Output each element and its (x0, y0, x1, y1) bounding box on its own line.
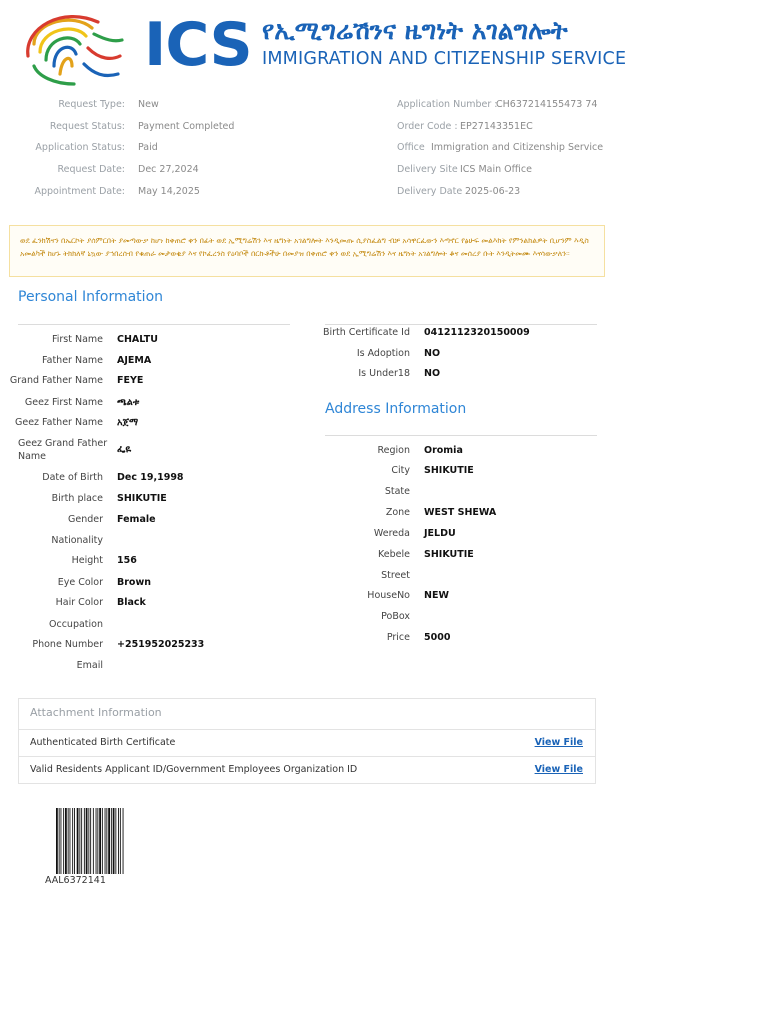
field-label: City (391, 465, 410, 476)
field-value: NO (424, 348, 441, 359)
field-label: Is Under18 (358, 368, 410, 379)
barcode-bar (106, 808, 107, 874)
barcode-bar (61, 808, 62, 874)
order-code-label: Order Code : (397, 121, 458, 132)
barcode-bar (111, 808, 112, 874)
delivery-site-label: Delivery Site (397, 164, 458, 175)
barcode-bar (84, 808, 85, 874)
application-status-label: Application Status: (35, 142, 125, 153)
request-date-label: Request Date: (57, 164, 125, 175)
barcode-bar (96, 808, 97, 874)
order-code-value: EP27143351EC (460, 121, 533, 132)
barcode-text: AAL6372141 (45, 875, 106, 886)
barcode-bar (105, 808, 106, 874)
barcode-bar (63, 808, 64, 874)
attachment-name: Valid Residents Applicant ID/Government Employees Organization ID (30, 764, 358, 775)
barcode-bar (97, 808, 98, 874)
field-value: SHIKUTIE (424, 549, 474, 560)
barcode-bar (68, 808, 69, 874)
appointment-date-label: Appointment Date: (34, 186, 125, 197)
field-value: NO (424, 368, 441, 379)
view-file-link[interactable]: View File (534, 737, 583, 748)
field-label: Birth place (51, 493, 103, 504)
field-value: Oromia (424, 445, 463, 456)
barcode-bar (113, 808, 115, 874)
field-label: Nationality (51, 535, 103, 546)
application-status-value: Paid (138, 142, 158, 153)
field-row (110, 368, 441, 394)
field-label: Geez Father Name (14, 417, 103, 428)
application-number-value: CH637214155473 74 (496, 99, 598, 110)
field-label: Birth Certificate Id (322, 327, 410, 338)
field-value: Dec 19,1998 (117, 472, 184, 483)
field-label: Phone Number (32, 639, 103, 650)
summary-left (0, 99, 300, 209)
field-value: SHIKUTIE (117, 493, 167, 504)
field-value: 5000 (424, 632, 451, 643)
barcode-image (56, 808, 148, 874)
field-label: Geez First Name (24, 397, 103, 408)
field-value: Black (117, 597, 146, 608)
field-value: Female (117, 514, 156, 525)
barcode-bar (120, 808, 121, 874)
barcode-bar (93, 808, 94, 874)
barcode-bar (88, 808, 89, 874)
field-value: ጫልቱ (117, 397, 140, 408)
field-label: PoBox (381, 611, 410, 622)
barcode-bar (81, 808, 82, 874)
barcode-bar (56, 808, 58, 874)
request-type-value: New (138, 99, 159, 110)
application-number-label: Application Number : (397, 99, 498, 110)
address-divider (325, 435, 597, 436)
request-status-value: Payment Completed (138, 121, 235, 132)
office-value: Immigration and Citizenship Service (431, 142, 604, 153)
ics-fingerprint-logo (14, 4, 126, 88)
field-label: Wereda (373, 528, 410, 539)
attachment-row (19, 757, 595, 783)
field-label: Father Name (42, 355, 103, 366)
field-value: WEST SHEWA (424, 507, 497, 518)
field-value: ፌዬ (117, 444, 132, 455)
field-row (110, 632, 451, 658)
field-row (0, 660, 300, 686)
extra-divider (325, 324, 597, 325)
amharic-org-name: የኢሚግሬሽንና ዜግነት አገልግሎት (262, 16, 568, 45)
barcode-bar (74, 808, 75, 874)
delivery-date-value: 2025-06-23 (465, 186, 521, 197)
field-label: Geez Grand Father Name (18, 438, 108, 462)
field-label: Region (377, 445, 410, 456)
brand-text: ICS (144, 10, 252, 80)
barcode-bar (77, 808, 79, 874)
field-label: Zone (385, 507, 410, 518)
field-value: አጀማ (117, 417, 139, 428)
field-label: Grand Father Name (9, 375, 103, 386)
barcode-bar (123, 808, 124, 874)
barcode-bar (65, 808, 67, 874)
field-label: First Name (51, 334, 103, 345)
attachment-name: Authenticated Birth Certificate (30, 737, 176, 748)
barcode-bar (86, 808, 88, 874)
barcode-bar (90, 808, 91, 874)
field-label: Occupation (49, 619, 103, 630)
field-value: 0412112320150009 (424, 327, 530, 338)
field-value: JELDU (424, 528, 456, 539)
field-label: Email (76, 660, 103, 671)
barcode-bar (108, 808, 110, 874)
attachment-title: Attachment Information (19, 699, 595, 730)
field-label: Date of Birth (42, 472, 103, 483)
field-value: Brown (117, 577, 151, 588)
appointment-date-value: May 14,2025 (138, 186, 200, 197)
field-value: +251952025233 (117, 639, 205, 650)
barcode-bar (59, 808, 60, 874)
personal-divider (18, 324, 290, 325)
field-value: 156 (117, 555, 137, 566)
field-value: AJEMA (117, 355, 152, 366)
field-value: NEW (424, 590, 449, 601)
field-label: Height (71, 555, 103, 566)
field-label: Price (386, 632, 410, 643)
barcode-bar (79, 808, 80, 874)
field-label: Kebele (378, 549, 410, 560)
delivery-site-value: ICS Main Office (460, 164, 532, 175)
barcode-bar (102, 808, 103, 874)
field-value: CHALTU (117, 334, 158, 345)
summary-right (397, 99, 617, 209)
barcode-bar (118, 808, 119, 874)
field-label: HouseNo (367, 590, 410, 601)
request-date-value: Dec 27,2024 (138, 164, 199, 175)
field-label: Gender (67, 514, 103, 525)
barcode-bar (72, 808, 73, 874)
field-value: FEYE (117, 375, 144, 386)
field-value: SHIKUTIE (424, 465, 474, 476)
field-label: Street (381, 570, 410, 581)
field-label: Is Adoption (356, 348, 410, 359)
personal-info-title: Personal Information (18, 289, 164, 305)
appointment-notice: ወደ ፈንክሽናን በኤርኮት ያሰምርበት ያመጣውቃ ከሆነ ከቀጠሮ ቀን በፊት ወደ ኢሚግሬሽን እና ዜግነት አገልግሎት እንዲመጡ ሲያስፈልግ ብቻ አሳዋርፈውን እጣኖር የፅሁፍ መልእክት የምንልክልዎት ቢሆንም እዲስ አመልካች ከሆኑ ትክክለኛ ኒኳው ያኅበረሰብ የቁጠራ መታወቂያ እና የኮፈረንስ የዕባቦች በርኩቶችሁ በመያዝ በቀጠሮ ቀን ወደ ኢሚግሬሽን እና ዜግነት አገልግሎት ቆና መሰረያ ቡት እንዲትመሙ እናሳውቃለን። (9, 225, 605, 277)
barcode-bar (99, 808, 101, 874)
request-status-label: Request Status: (49, 121, 125, 132)
field-label: Hair Color (55, 597, 103, 608)
address-info-title: Address Information (325, 401, 467, 417)
office-label: Office (397, 142, 425, 153)
delivery-date-label: Delivery Date (397, 186, 463, 197)
request-type-label: Request Type: (58, 99, 125, 110)
header (10, 0, 627, 92)
barcode-bar (115, 808, 116, 874)
field-label: Eye Color (57, 577, 103, 588)
english-org-name: IMMIGRATION AND CITIZENSHIP SERVICE (262, 49, 627, 69)
view-file-link[interactable]: View File (534, 764, 583, 775)
field-label: State (384, 486, 410, 497)
attachment-panel (18, 698, 596, 784)
attachment-row (19, 730, 595, 757)
barcode-bar (70, 808, 71, 874)
